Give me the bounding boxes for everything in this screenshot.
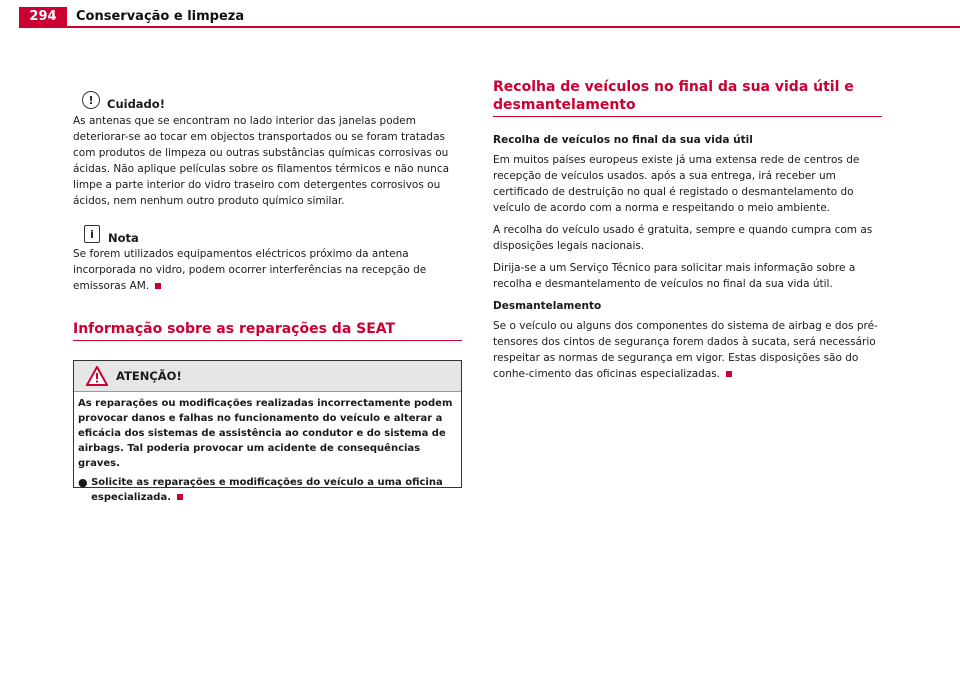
warning-title: ATENÇÃO! [116,369,182,383]
note-title: Nota [108,231,139,245]
paragraph-1: Em muitos países europeus existe já uma extensa rede de centros de recepção de veículos usados. após a sua entrega, irá receber um certificado de destruição no qual é registado o desmantelamento do veículo de acordo com a norma e respeitando o meio ambiente. [493,154,860,214]
end-mark-icon [155,283,161,289]
header-rule [19,26,960,28]
section-title-repairs: Informação sobre as reparações da SEAT [73,321,396,337]
note-heading [82,223,139,245]
section-title-end-of-life [493,78,893,114]
paragraph-4-text: Se o veículo ou alguns dos componentes do sistema de airbag e dos pré-tensores dos cintos de segurança forem dados à sucata, será necessário respeitar as normas de segurança em vigor. Estas disposições são do conhe-cimento das oficinas especializadas. [493,320,878,380]
caution-heading [82,89,165,111]
right-column-body [493,132,885,382]
exclamation-circle-icon: ! [82,91,100,109]
note-text [73,246,463,294]
paragraph-4 [493,318,885,382]
warning-bullet-text [91,475,457,505]
end-mark-icon [177,494,183,500]
section-rule [73,340,462,341]
subhead-desmantelamento: Desmantelamento [493,300,602,312]
paragraph-3: Dirija-se a um Serviço Técnico para solicitar mais informação sobre a recolha e desmantelamento de veículos no final da sua vida útil. [493,262,856,290]
warning-body [74,392,461,505]
section-rule [493,116,882,117]
caution-title: Cuidado! [107,97,165,111]
end-mark-icon [726,371,732,377]
warning-heading [74,361,461,392]
warning-box [73,360,462,503]
bullet-dot-icon: ● [78,476,88,489]
section-title-line2: desmantelamento [493,97,636,113]
note-text-content: Se forem utilizados equipamentos eléctricos próximo da antena incorporada no vidro, podem ocorrer interferências na recepção de emissoras AM. [73,248,427,292]
note-icon: i [84,225,100,243]
section-title-line1: Recolha de veículos no final da sua vida útil e [493,79,854,95]
subhead-recolha: Recolha de veículos no final da sua vida útil [493,134,753,146]
warning-text: As reparações ou modificações realizadas incorrectamente podem provocar danos e falhas no funcionamento do veículo e alterar a eficácia dos sistemas de assistência ao condutor e do sistema de airbags. Tal poderia provocar um acidente de consequências graves. [78,398,453,469]
warning-triangle-icon [86,366,108,386]
page-header [0,0,960,28]
paragraph-2: A recolha do veículo usado é gratuita, sempre e quando cumpra com as disposições legais nacionais. [493,224,873,252]
warning-bullet-content: Solicite as reparações e modificações do veículo a uma oficina especializada. [91,477,443,503]
running-title: Conservação e limpeza [76,9,245,24]
caution-text: As antenas que se encontram no lado interior das janelas podem deteriorar-se ao tocar em objectos transportados ou se foram tratadas com produtos de limpeza ou outras substâncias químicas corrosivas ou ácidas. Não aplique películas sobre os filamentos térmicos e não nunca limpe a parte interior do vidro traseiro com detergentes corrosivos ou ácidos, nem nenhum outro produto químico similar. [73,115,450,207]
page-number: 294 [19,7,67,27]
warning-bullet [78,475,457,505]
